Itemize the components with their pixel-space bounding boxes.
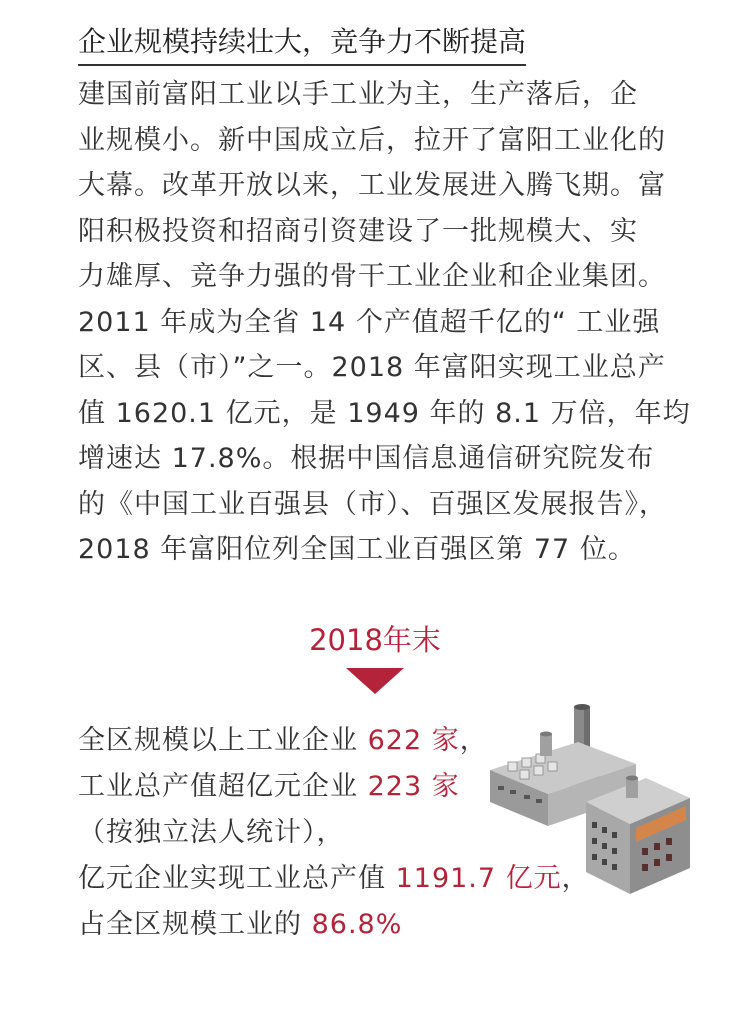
stat-value: 223 家: [367, 771, 460, 802]
body-paragraph: [78, 72, 691, 573]
down-triangle-icon: [346, 668, 404, 694]
stat-line-note: （按独立法人统计），: [78, 817, 345, 848]
stat-value: 1191.7 亿元: [395, 863, 562, 894]
stat-text: 全区规模以上工业企业: [78, 725, 368, 756]
paragraph-line: 2011 年成为全省 14 个产值超千亿的“ 工业强: [78, 306, 661, 338]
stat-text: ，: [561, 863, 590, 894]
stat-value: 622 家: [367, 725, 460, 756]
paragraph-line: 阳积极投资和招商引资建设了一批规模大、实: [78, 215, 638, 247]
stat-text: 亿元企业实现工业总产值: [78, 863, 396, 894]
factory-illustration: [486, 698, 696, 898]
paragraph-line: 2018 年富阳位列全国工业百强区第 77 位。: [78, 534, 636, 565]
paragraph-line: 区、县（市）”之一。2018 年富阳实现工业总产: [78, 352, 666, 383]
year-end-label: 2018年末: [309, 623, 441, 657]
stat-line-share: [78, 902, 638, 948]
paragraph-line: 力雄厚、竞争力强的骨干工业企业和企业集团。: [78, 261, 666, 292]
stat-text: 占全区规模工业的: [78, 909, 312, 940]
paragraph-line: 增速达 17.8%。根据中国信息通信研究院发布: [78, 443, 655, 474]
paragraph-line: 业规模小。新中国成立后，拉开了富阳工业化的: [78, 124, 666, 156]
paragraph-line: 的《中国工业百强县（市）、百强区发展报告》，: [78, 488, 667, 520]
stat-value: 86.8%: [311, 909, 403, 940]
paragraph-line: 值 1620.1 亿元，是 1949 年的 8.1 万倍，年均: [78, 397, 691, 429]
section-heading: 企业规模持续壮大，竞争力不断提高: [78, 22, 526, 66]
paragraph-line: 建国前富阳工业以手工业为主，生产落后，企: [78, 79, 638, 110]
paragraph-line: 大幕。改革开放以来，工业发展进入腾飞期。富: [78, 170, 666, 201]
stat-text: 工业总产值超亿元企业: [78, 771, 368, 802]
stat-text: ，: [459, 725, 488, 756]
